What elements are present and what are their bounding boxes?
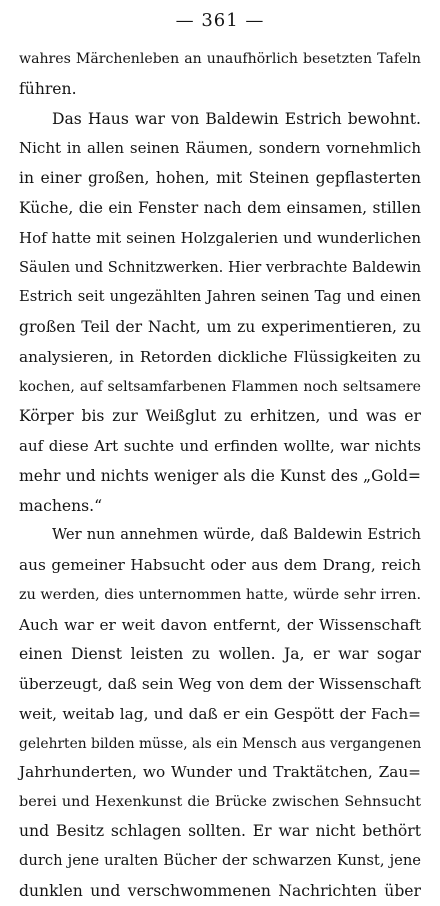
text-line: Jahrhunderten, wo Wunder und Traktätchen, Zau= <box>19 763 421 781</box>
text-line: berei und Hexenkunst die Brücke zwischen Sehnsucht <box>19 794 421 810</box>
text-line: dunklen und verschwommenen Nachrichten über <box>19 882 421 900</box>
text-line: Auch war er weit davon entfernt, der Wissenschaft <box>19 616 421 634</box>
text-line: durch jene uralten Bücher der schwarzen Kunst, jene <box>19 852 421 869</box>
text-line: Nicht in allen seinen Räumen, sondern vornehmlich <box>19 139 421 157</box>
text-line: und Besitz schlagen sollten. Er war nicht bethört <box>19 822 421 840</box>
text-line: zu werden, dies unternommen hatte, würde sehr irren. <box>19 587 422 603</box>
text-line: auf diese Art suchte und erfinden wollte, war nichts <box>19 437 421 455</box>
text-line: analysieren, in Retorden dickliche Flüssigkeiten zu <box>19 348 421 366</box>
text-line: führen. <box>19 80 77 98</box>
text-line: gelehrten bilden müsse, als ein Mensch aus vergangenen <box>19 736 422 752</box>
paragraph-first-line: Wer nun annehmen würde, daß Baldewin Estrich <box>52 526 421 543</box>
text-line: in einer großen, hohen, mit Steinen gepflasterten <box>19 169 421 187</box>
text-line: Säulen und Schnitzwerken. Hier verbrachte Baldewin <box>19 259 422 276</box>
text-line: einen Dienst leisten zu wollen. Ja, er war sogar <box>19 645 421 663</box>
text-line: Hof hatte mit seinen Holzgalerien und wunderlichen <box>19 229 421 247</box>
text-line: machens.“ <box>19 497 103 515</box>
page-number-header: — 361 — <box>175 10 265 31</box>
text-line: mehr und nichts weniger als die Kunst des „Gold= <box>19 467 421 485</box>
text-line: kochen, auf seltsamfarbenen Flammen noch seltsamere <box>19 379 421 395</box>
text-line: großen Teil der Nacht, um zu experimentieren, zu <box>19 318 421 336</box>
text-line: wahres Märchenleben an unaufhörlich besetzten Tafeln <box>19 51 421 67</box>
text-line: Estrich seit ungezählten Jahren seinen Tag und einen <box>19 288 421 305</box>
text-line: Küche, die ein Fenster nach dem einsamen, stillen <box>19 199 421 217</box>
text-line: aus gemeiner Habsucht oder aus dem Drang, reich <box>19 556 421 574</box>
text-line: weit, weitab lag, und daß er ein Gespött der Fach= <box>19 705 421 723</box>
text-line: überzeugt, daß sein Weg von dem der Wissenschaft <box>19 675 421 693</box>
paragraph-first-line: Das Haus war von Baldewin Estrich bewohnt. <box>52 110 421 128</box>
text-line: Körper bis zur Weißglut zu erhitzen, und was er <box>19 407 421 425</box>
